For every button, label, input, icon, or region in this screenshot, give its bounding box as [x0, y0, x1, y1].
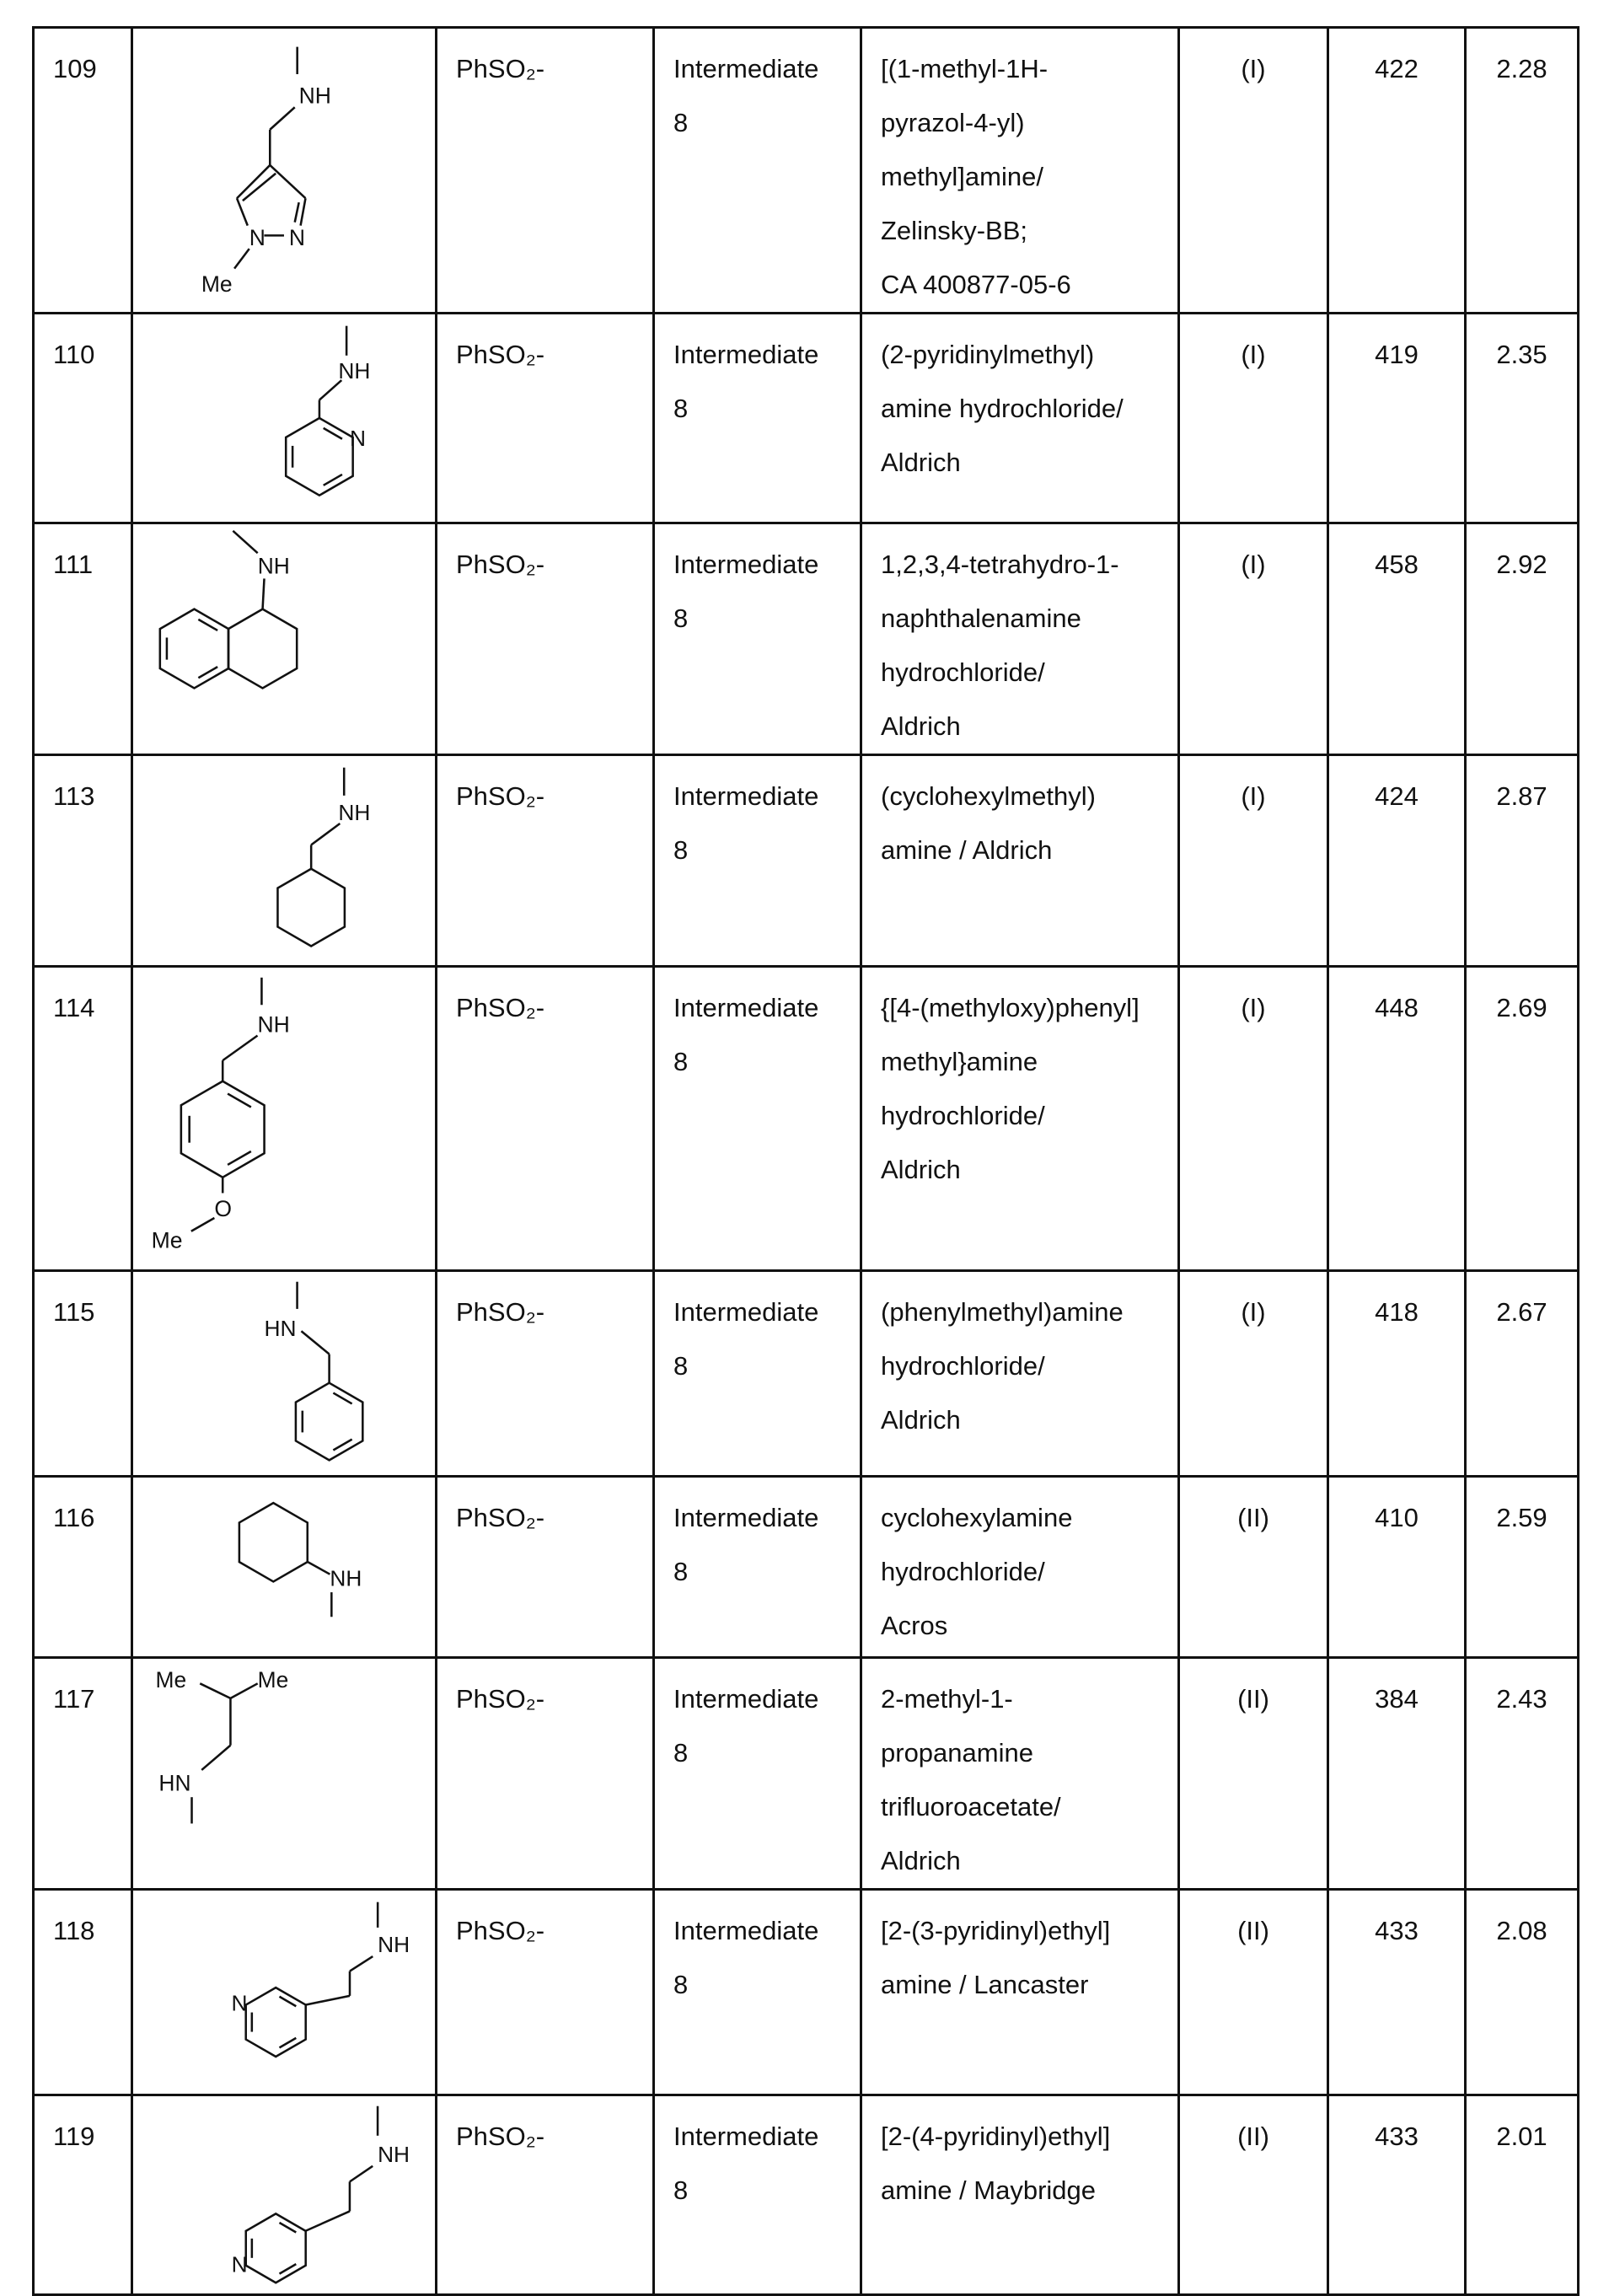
structure-label: N	[350, 426, 366, 451]
retention-time: 2.08	[1466, 1890, 1579, 2095]
intermediate-line: Intermediate	[673, 2110, 860, 2164]
example-number: 114	[34, 967, 132, 1271]
structure-label: NH	[378, 1932, 410, 1957]
retention-time: 2.59	[1466, 1477, 1579, 1658]
formula-type: (I)	[1179, 314, 1328, 523]
formula-type: (II)	[1179, 1477, 1328, 1658]
intermediate-line: Intermediate	[673, 42, 860, 96]
intermediate-line: 8	[673, 96, 860, 150]
formula-type: (I)	[1179, 28, 1328, 314]
amine-source	[861, 314, 1179, 523]
intermediate	[654, 755, 861, 967]
amine-source	[861, 1658, 1179, 1890]
structure-drawing	[133, 314, 432, 519]
table-row	[34, 314, 1579, 523]
amine-source	[861, 1271, 1179, 1477]
structure-label: HN	[265, 1316, 297, 1341]
table-row	[34, 1477, 1579, 1658]
formula-type: (I)	[1179, 967, 1328, 1271]
intermediate	[654, 523, 861, 755]
intermediate-line: 8	[673, 1545, 860, 1599]
amine-name-line: methyl}amine	[881, 1035, 1177, 1089]
intermediate	[654, 314, 861, 523]
structure-drawing	[133, 1659, 432, 1876]
formula-type: (II)	[1179, 1890, 1328, 2095]
table-row	[34, 1658, 1579, 1890]
structure-drawing	[133, 29, 432, 298]
table-row	[34, 1271, 1579, 1477]
intermediate	[654, 967, 861, 1271]
intermediate-line: Intermediate	[673, 328, 860, 382]
intermediate	[654, 2095, 861, 2295]
intermediate-line: Intermediate	[673, 1491, 860, 1545]
intermediate-line: 8	[673, 1339, 860, 1393]
amine-name-line: trifluoroacetate/	[881, 1780, 1177, 1834]
r-group: PhSO₂-	[437, 1658, 654, 1890]
structure-label: NH	[258, 1012, 290, 1038]
amine-source	[861, 28, 1179, 314]
structure-label: NH	[299, 83, 331, 108]
retention-time: 2.92	[1466, 523, 1579, 755]
amine-name-line: [2-(3-pyridinyl)ethyl]	[881, 1904, 1177, 1958]
amine-name-line: hydrochloride/	[881, 1339, 1177, 1393]
structure-label: Me	[201, 271, 233, 297]
mass-mh: 422	[1328, 28, 1466, 314]
amine-structure	[132, 523, 437, 755]
mass-mh: 424	[1328, 755, 1466, 967]
formula-type: (II)	[1179, 2095, 1328, 2295]
intermediate-line: 8	[673, 823, 860, 877]
r-group: PhSO₂-	[437, 314, 654, 523]
structure-drawing	[133, 756, 432, 963]
intermediate-line: Intermediate	[673, 1672, 860, 1726]
table-row	[34, 2095, 1579, 2295]
amine-name-line: pyrazol-4-yl)	[881, 96, 1177, 150]
r-group: PhSO₂-	[437, 523, 654, 755]
amine-name-line: amine / Lancaster	[881, 1958, 1177, 2012]
structure-label: N	[249, 225, 265, 250]
example-number: 111	[34, 523, 132, 755]
retention-time: 2.67	[1466, 1271, 1579, 1477]
amine-source	[861, 523, 1179, 755]
formula-type: (I)	[1179, 755, 1328, 967]
amine-source	[861, 2095, 1179, 2295]
intermediate	[654, 1477, 861, 1658]
structure-label: N	[232, 2252, 248, 2277]
table-row	[34, 967, 1579, 1271]
intermediate-line: Intermediate	[673, 1904, 860, 1958]
structure-label: NH	[330, 1565, 362, 1591]
intermediate-line: 8	[673, 592, 860, 646]
retention-time: 2.87	[1466, 755, 1579, 967]
r-group: PhSO₂-	[437, 1890, 654, 2095]
r-group: PhSO₂-	[437, 28, 654, 314]
amine-source	[861, 1477, 1179, 1658]
structure-label: N	[232, 1990, 248, 2015]
amine-name-line: 1,2,3,4-tetrahydro-1-	[881, 538, 1177, 592]
mass-mh: 418	[1328, 1271, 1466, 1477]
structure-label: NH	[378, 2142, 410, 2167]
r-group: PhSO₂-	[437, 2095, 654, 2295]
example-number: 117	[34, 1658, 132, 1890]
mass-mh: 410	[1328, 1477, 1466, 1658]
r-group: PhSO₂-	[437, 1477, 654, 1658]
amine-structure	[132, 755, 437, 967]
retention-time: 2.28	[1466, 28, 1579, 314]
mass-mh: 448	[1328, 967, 1466, 1271]
amine-source	[861, 967, 1179, 1271]
table-row	[34, 28, 1579, 314]
amine-name-line: (cyclohexylmethyl)	[881, 770, 1177, 823]
table-row	[34, 1890, 1579, 2095]
amine-name-line: amine hydrochloride/	[881, 382, 1177, 436]
example-number: 116	[34, 1477, 132, 1658]
amine-structure	[132, 1658, 437, 1890]
example-number: 109	[34, 28, 132, 314]
amine-structure	[132, 1271, 437, 1477]
amine-structure	[132, 314, 437, 523]
amine-name-line: amine / Aldrich	[881, 823, 1177, 877]
amine-source	[861, 755, 1179, 967]
r-group: PhSO₂-	[437, 755, 654, 967]
structure-label: N	[289, 225, 305, 250]
example-number: 119	[34, 2095, 132, 2295]
structure-drawing	[133, 524, 432, 740]
amine-name-line: 2-methyl-1-	[881, 1672, 1177, 1726]
retention-time: 2.43	[1466, 1658, 1579, 1890]
mass-mh: 433	[1328, 1890, 1466, 2095]
intermediate-line: Intermediate	[673, 538, 860, 592]
structure-label: NH	[338, 358, 370, 384]
structure-label: HN	[158, 1770, 190, 1795]
structure-drawing	[133, 1272, 432, 1473]
amine-name-line: amine / Maybridge	[881, 2164, 1177, 2218]
intermediate-line: Intermediate	[673, 1285, 860, 1339]
structure-label: NH	[338, 800, 370, 825]
amine-source	[861, 1890, 1179, 2095]
intermediate-line: 8	[673, 1726, 860, 1780]
table-row	[34, 755, 1579, 967]
amine-structure	[132, 2095, 437, 2295]
example-number: 113	[34, 755, 132, 967]
structure-label: O	[214, 1196, 232, 1221]
amine-name-line: hydrochloride/	[881, 646, 1177, 700]
retention-time: 2.35	[1466, 314, 1579, 523]
amine-structure	[132, 1477, 437, 1658]
structure-drawing	[133, 1478, 432, 1654]
amine-name-line: [(1-methyl-1H-	[881, 42, 1177, 96]
amine-name-line: CA 400877-05-6	[881, 258, 1177, 312]
amine-name-line: (phenylmethyl)amine	[881, 1285, 1177, 1339]
retention-time: 2.01	[1466, 2095, 1579, 2295]
structure-label: NH	[258, 554, 290, 579]
table-row	[34, 523, 1579, 755]
structure-drawing	[133, 1891, 432, 2091]
amine-name-line: hydrochloride/	[881, 1545, 1177, 1599]
amine-name-line: Zelinsky-BB;	[881, 204, 1177, 258]
intermediate-line: 8	[673, 382, 860, 436]
structure-label: Me	[152, 1227, 183, 1253]
structure-drawing	[133, 2096, 432, 2291]
formula-type: (I)	[1179, 523, 1328, 755]
amine-name-line: Aldrich	[881, 1143, 1177, 1197]
intermediate-line: Intermediate	[673, 981, 860, 1035]
amine-name-line: (2-pyridinylmethyl)	[881, 328, 1177, 382]
amine-name-line: naphthalenamine	[881, 592, 1177, 646]
amine-structure	[132, 28, 437, 314]
intermediate	[654, 28, 861, 314]
intermediate-line: 8	[673, 1035, 860, 1089]
formula-type: (II)	[1179, 1658, 1328, 1890]
mass-mh: 419	[1328, 314, 1466, 523]
amine-name-line: Aldrich	[881, 1834, 1177, 1888]
r-group: PhSO₂-	[437, 967, 654, 1271]
mass-mh: 384	[1328, 1658, 1466, 1890]
structure-label: Me	[258, 1667, 289, 1692]
example-number: 115	[34, 1271, 132, 1477]
intermediate-line: 8	[673, 1958, 860, 2012]
amine-structure	[132, 1890, 437, 2095]
amine-name-line: Acros	[881, 1599, 1177, 1653]
amine-name-line: hydrochloride/	[881, 1089, 1177, 1143]
intermediate-line: Intermediate	[673, 770, 860, 823]
amine-name-line: Aldrich	[881, 1393, 1177, 1447]
amine-name-line: Aldrich	[881, 436, 1177, 490]
retention-time: 2.69	[1466, 967, 1579, 1271]
amine-name-line: cyclohexylamine	[881, 1491, 1177, 1545]
mass-mh: 433	[1328, 2095, 1466, 2295]
compound-table	[32, 26, 1580, 2296]
structure-drawing	[133, 968, 432, 1267]
intermediate-line: 8	[673, 2164, 860, 2218]
formula-type: (I)	[1179, 1271, 1328, 1477]
r-group: PhSO₂-	[437, 1271, 654, 1477]
amine-name-line: propanamine	[881, 1726, 1177, 1780]
amine-name-line: {[4-(methyloxy)phenyl]	[881, 981, 1177, 1035]
intermediate	[654, 1271, 861, 1477]
amine-structure	[132, 967, 437, 1271]
intermediate	[654, 1890, 861, 2095]
example-number: 118	[34, 1890, 132, 2095]
structure-label: Me	[156, 1667, 187, 1692]
amine-name-line: Aldrich	[881, 700, 1177, 754]
amine-name-line: methyl]amine/	[881, 150, 1177, 204]
example-number: 110	[34, 314, 132, 523]
intermediate	[654, 1658, 861, 1890]
mass-mh: 458	[1328, 523, 1466, 755]
amine-name-line: [2-(4-pyridinyl)ethyl]	[881, 2110, 1177, 2164]
